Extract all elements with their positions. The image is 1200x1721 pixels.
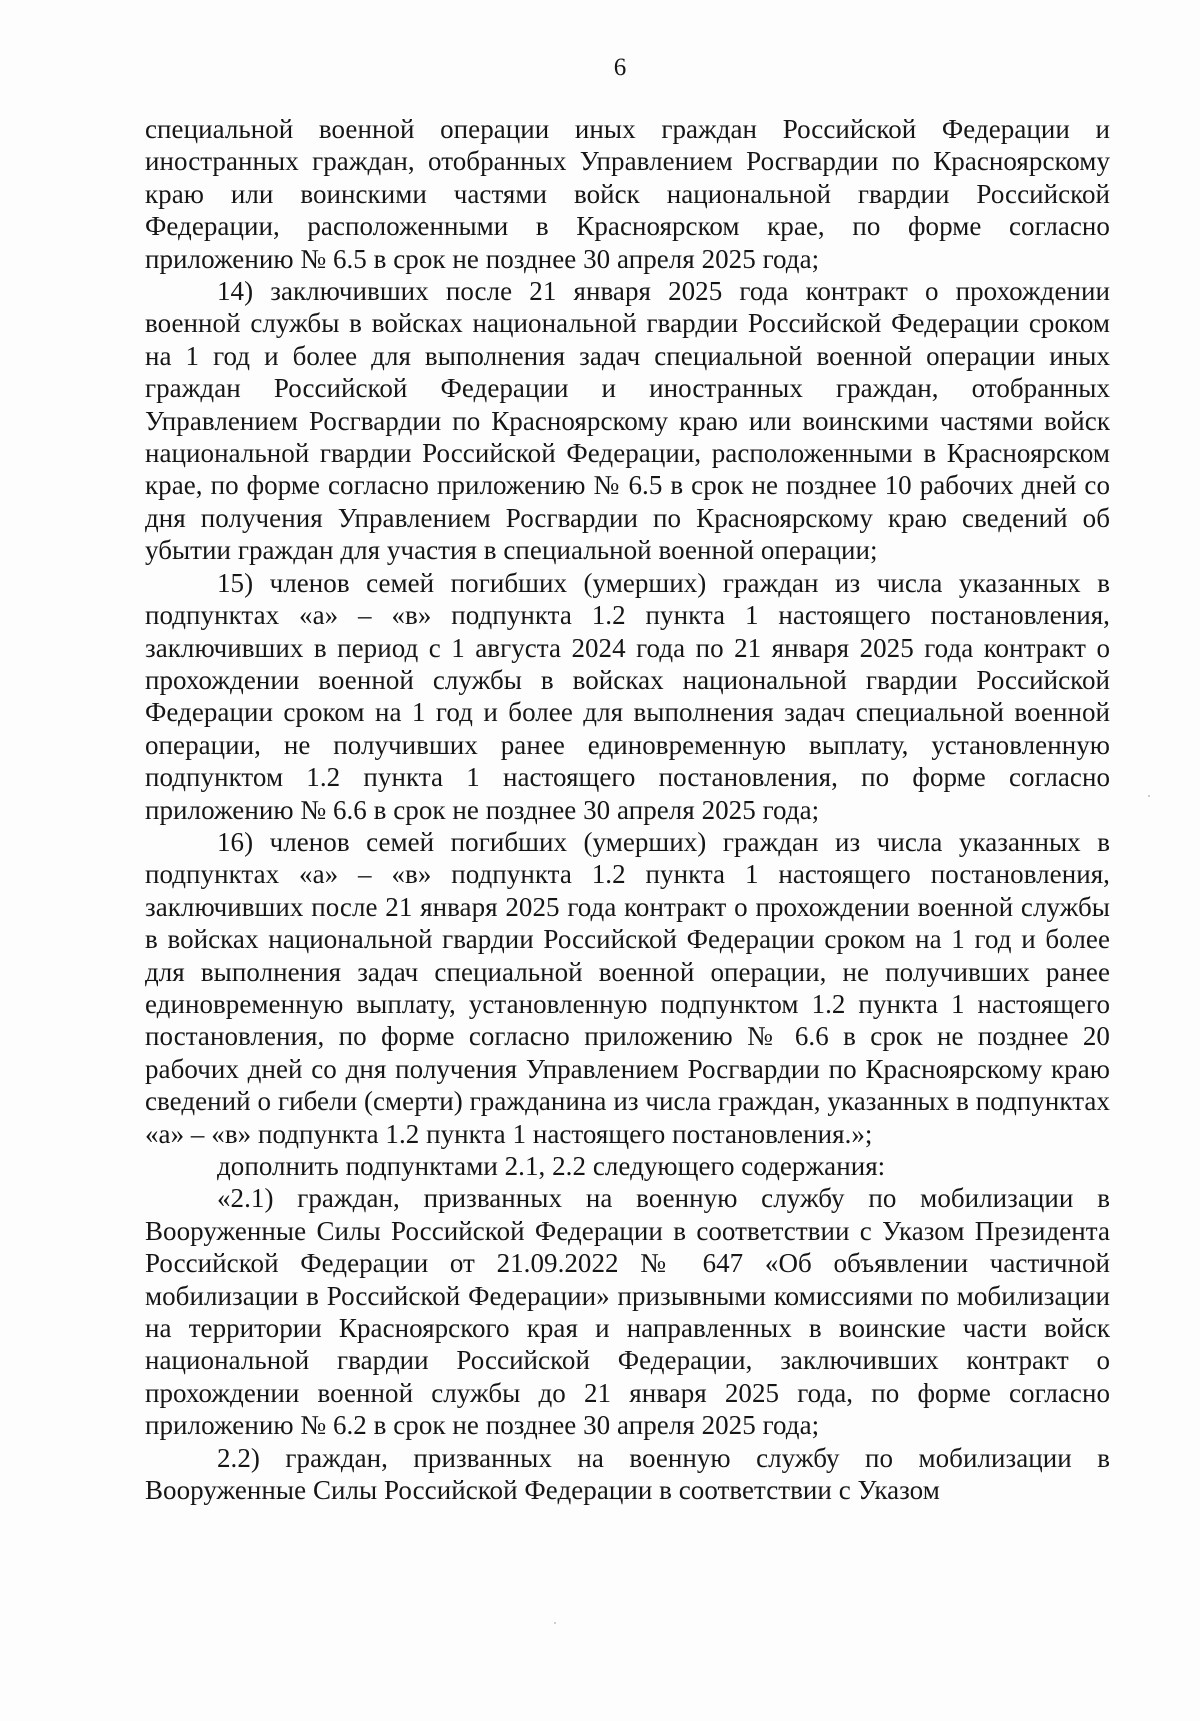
scan-speck [1148, 795, 1150, 797]
paragraph-continuation: специальной военной операции иных граждан Российской Федерации и иностранных граждан, отобранных Управлением Росгвардии по Красноярскому краю или воинскими частями войск национальной гвардии Российской Федерации, расположенными в Красноярском крае, по форме согласно приложению № 6.5 в срок не позднее 30 апреля 2025 года; [145, 114, 1110, 274]
paragraph-item-15: 15) членов семей погибших (умерших) граждан из числа указанных в подпунктах «а» – «в» подпункта 1.2 пункта 1 настоящего постановления, заключивших в период с 1 августа 2024 года по 21 января 2025 года контракт о прохождении военной службы в войсках национальной гвардии Российской Федерации сроком на 1 год и более для выполнения задач специальной военной операции, не получивших ранее единовременную выплату, установленную подпунктом 1.2 пункта 1 настоящего постановления, по форме согласно приложению № 6.6 в срок не позднее 30 апреля 2025 года; [145, 567, 1110, 825]
page-number: 6 [613, 54, 627, 81]
paragraph-item-2-1: «2.1) граждан, призванных на военную службу по мобилизации в Вооруженные Силы Российской Федерации в соответствии с Указом Президента Российской Федерации от 21.09.2022 № 647 «Об объявлении частичной мобилизации в Российской Федерации» призывными комиссиями по мобилизации на территории Красноярского края и направленных в воинские части войск национальной гвардии Российской Федерации, заключивших контракт о прохождении военной службы до 21 января 2025 года, по форме согласно приложению № 6.2 в срок не позднее 30 апреля 2025 года; [145, 1183, 1110, 1441]
paragraph-item-2-2: 2.2) граждан, призванных на военную службу по мобилизации в Вооруженные Силы Российской Федерации в соответствии с Указом [145, 1442, 1110, 1506]
document-body [145, 113, 1110, 1506]
paragraph-item-16: 16) членов семей погибших (умерших) граждан из числа указанных в подпунктах «а» – «в» подпункта 1.2 пункта 1 настоящего постановления, заключивших после 21 января 2025 года контракт о прохождении военной службы в войсках национальной гвардии Российской Федерации сроком на 1 год и более для выполнения задач специальной военной операции, не получивших ранее единовременную выплату, установленную подпунктом 1.2 пункта 1 настоящего постановления, по форме согласно приложению № 6.6 в срок не позднее 20 рабочих дней со дня получения Управлением Росгвардии по Красноярскому краю сведений о гибели (смерти) гражданина из числа граждан, указанных в подпунктах «а» – «в» подпункта 1.2 пункта 1 настоящего постановления.»; [145, 826, 1110, 1149]
scan-speck [554, 1622, 556, 1624]
paragraph-amendment-intro: дополнить подпунктами 2.1, 2.2 следующего содержания: [217, 1151, 886, 1181]
paragraph-item-14: 14) заключивших после 21 января 2025 года контракт о прохождении военной службы в войсках национальной гвардии Российской Федерации сроком на 1 год и более для выполнения задач специальной военной операции иных граждан Российской Федерации и иностранных граждан, отобранных Управлением Росгвардии по Красноярскому краю или воинскими частями войск национальной гвардии Российской Федерации, расположенными в Красноярском крае, по форме согласно приложению № 6.5 в срок не позднее 10 рабочих дней со дня получения Управлением Росгвардии по Красноярскому краю сведений об убытии граждан для участия в специальной военной операции; [145, 276, 1110, 566]
